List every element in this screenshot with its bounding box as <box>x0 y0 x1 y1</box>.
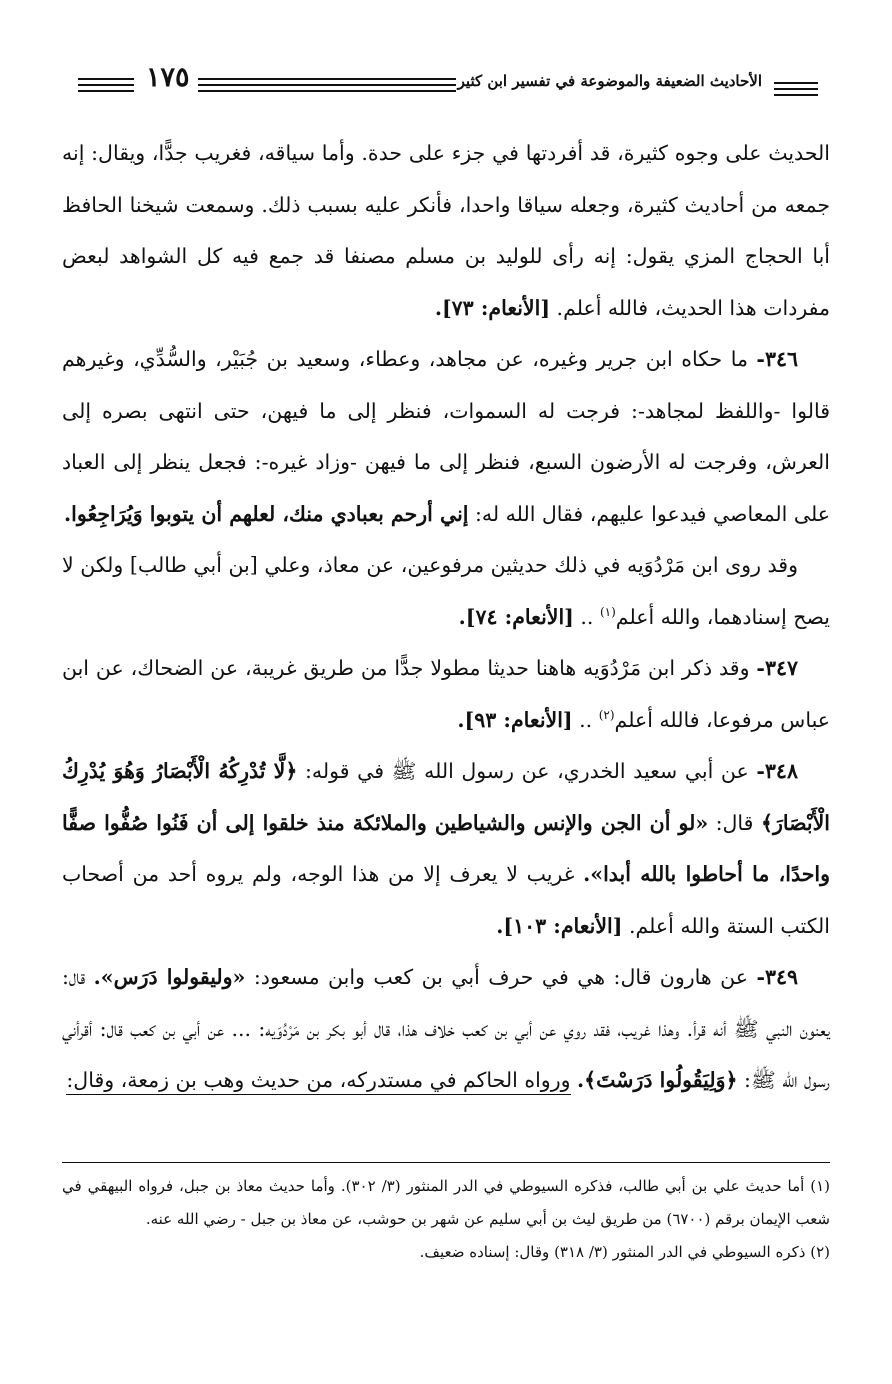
verse-reference: [الأنعام: ١٠٣]. <box>496 913 623 938</box>
header-title: الأحاديث الضعيفة والموضوعة في تفسير ابن كثير <box>457 72 762 90</box>
header-rule-right <box>774 88 818 90</box>
footnote-marker: (٢) <box>598 707 615 722</box>
underlined-text: ورواه الحاكم في مستدركه، من حديث وهب بن زمعة، وقال: <box>66 1068 570 1095</box>
paragraph-continuation: الحديث على وجوه كثيرة، قد أفردتها في جزء على حدة. وأما سياقه، فغريب جدًّا، ويقال: إنه جمعه من أحاديث كثيرة، وجعله سياقا واحدا، فأنكر عليه بسبب ذلك. وسمعت شيخنا الحافظ أبا الحجاج المزي يقول: إنه رأى للوليد بن مسلم مصنفا قد جمع فيه كل الشواهد لبعض مفردات هذا الحديث، فالله أعلم. [الأنعام: ٧٣]. <box>62 141 830 320</box>
running-header <box>78 62 818 102</box>
footnote-separator <box>62 1162 830 1163</box>
entry-349: ٣٤٩- عن هارون قال: هي في حرف أبي بن كعب وابن مسعود: «وليقولوا دَرَس». قال: يعنون النبي ﷺ أنه قرأ. وهذا غريب، فقد روي عن أبي بن كعب خلاف هذا، قال أبو بكر بن مَرْدُوَيه: ... عن أبي بن كعب قال: أقرأني رسول الله ﷺ: ﴿وَلِيَقُولُوا دَرَسْتَ﴾. ورواه الحاكم في مستدركه، من حديث وهب بن زمعة، وقال: <box>62 952 830 1107</box>
footnote-2: (٢) ذكره السيوطي في الدر المنثور (٣/ ٣١٨) وقال: إسناده ضعيف. <box>419 1243 830 1261</box>
hadith-quote: «وليقولوا دَرَس». <box>93 965 246 989</box>
entry-346: ٣٤٦- ما حكاه ابن جرير وغيره، عن مجاهد، وعطاء، وسعيد بن جُبَيْر، والسُّدِّي، وغيرهم قالوا -واللفظ لمجاهد-: فرجت له السموات، فنظر إلى ما فيهن، حتى انتهى بصره إلى العرش، وفرجت له الأرضون السبع، فنظر إلى ما فيهن -وزاد غيره-: فجعل ينظر إلى العباد على المعاصي فيدعوا عليهم، فقال الله له: إني أرحم بعبادي منك، لعلهم أن يتوبوا وَيُرَاجِعُوا. <box>62 347 830 526</box>
header-rule-middle <box>198 84 456 86</box>
hadith-quote: إني أرحم بعبادي منك، لعلهم أن يتوبوا وَيُرَاجِعُوا. <box>64 501 469 526</box>
verse-reference: [الأنعام: ٩٣]. <box>457 707 573 732</box>
header-rule-left <box>78 84 134 86</box>
entry-number: ٣٤٦- <box>756 347 798 371</box>
page-number: ١٧٥ <box>146 62 190 93</box>
verse-reference: [الأنعام: ٧٤]. <box>458 604 574 629</box>
hadith-quote: «لو أن الجن والإنس والشياطين والملائكة منذ خلقوا إلى أن فَنُوا صُفُّوا صفًّا واحدًا، ما أحاطوا بالله أبدا». <box>62 810 830 886</box>
header-rule-right <box>774 82 818 84</box>
footnote-1: (١) أما حديث علي بن أبي طالب، فذكره السيوطي في الدر المنثور (٣/ ٣٠٢). وأما حديث معاذ بن جبل، فرواه البيهقي في شعب الإيمان برقم (٦٧٠٠) من طريق ليث بن أبي سليم عن شهر بن حوشب، عن معاذ بن جبل - رضي الله عنه. <box>62 1177 831 1228</box>
quran-verse: ﴿وَلِيَقُولُوا دَرَسْتَ﴾. <box>577 1068 738 1092</box>
header-rule-right <box>774 94 818 96</box>
verse-reference: [الأنعام: ٧٣]. <box>434 295 551 320</box>
entry-347: ٣٤٧- وقد ذكر ابن مَرْدُوَيه هاهنا حديثا مطولا جدًّا من طريق غريبة، عن الضحاك، عن ابن عباس مرفوعا، فالله أعلم$^{(٢)}$ .. [الأنعام: ٩٣]. <box>62 656 830 732</box>
footnotes <box>62 1170 830 1269</box>
main-text <box>62 128 830 1107</box>
entry-348: ٣٤٨- عن أبي سعيد الخدري، عن رسول الله ﷺ في قوله: ﴿لَّا تُدْرِكُهُ الْأَبْصَارُ وَهُوَ يُدْرِكُ الْأَبْصَارَ﴾ قال: «لو أن الجن والإنس والشياطين والملائكة منذ خلقوا إلى أن فَنُوا صُفُّوا صفًّا واحدًا، ما أحاطوا بالله أبدا». غريب لا يعرف إلا من هذا الوجه، ولم يروه أحد من أصحاب الكتب الستة والله أعلم. [الأنعام: ١٠٣]. <box>62 759 830 938</box>
entry-number: ٣٤٧- <box>756 656 798 680</box>
quran-verse: ﴿لَّا تُدْرِكُهُ الْأَبْصَارُ وَهُوَ يُدْرِكُ الْأَبْصَارَ﴾ <box>62 759 830 835</box>
header-rule-left <box>78 90 134 92</box>
entry-number: ٣٤٨- <box>756 759 798 783</box>
footnote-marker: (١) <box>599 604 616 619</box>
header-rule-middle <box>198 90 456 92</box>
header-rule-middle <box>198 78 456 80</box>
header-rule-left <box>78 78 134 80</box>
entry-number: ٣٤٩- <box>756 965 798 989</box>
paragraph-marduyah: وقد روى ابن مَرْدُوَيه في ذلك حديثين مرفوعين، عن معاذ، وعلي [بن أبي طالب] ولكن لا يصح إسنادهما، والله أعلم$^{(١)}$ .. [الأنعام: ٧٤]. <box>62 553 830 629</box>
